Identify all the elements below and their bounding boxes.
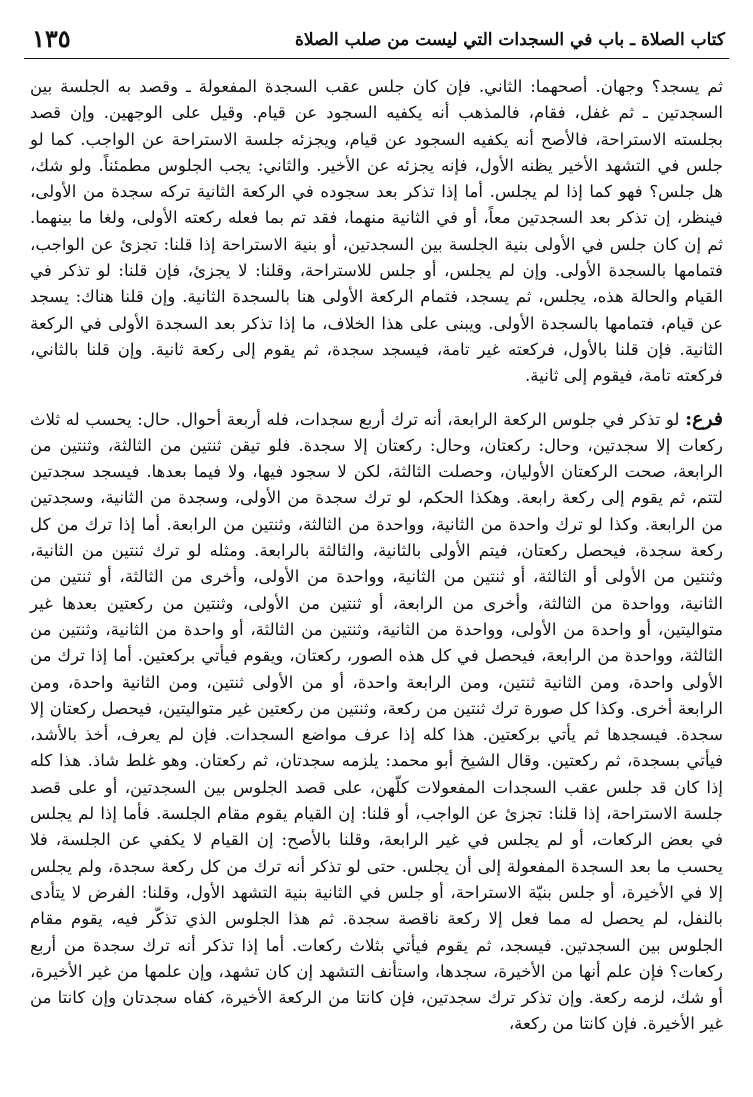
paragraph-2-text: لو تذكر في جلوس الركعة الرابعة، أنه ترك أربع سجدات، فله أربعة أحوال. حال: يحسب له ثلاث ركعات إلا سجدتين، وحال: ركعتان، وحال: ركعتان إلا سجدة. فلو تيقن ثنتين من الثالثة، وثنتين من الرابعة، صحت الركعتان الأوليان، وحصلت الثالثة، لكن لا سجود فيها، ولا فيما بعدها. فيسجد سجدتين لتتم، ثم يقوم إلى ركعة رابعة. وهكذا الحكم، لو ترك سجدة من الأولى، وسجدة من الثانية، وسجدتين من الرابعة. وكذا لو ترك واحدة من الثانية، وواحدة من الثالثة، وثنتين من الرابعة. أما إذا ترك من كل ركعة سجدة، فيحصل ركعتان، فيتم الأولى بالثانية، والثالثة بالرابعة. ومثله لو ترك ثنتين من الثانية، وثنتين من الأولى أو الثالثة، أو ثنتين من الثانية، وواحدة من الأولى، وأخرى من الثالثة، أو ثنتين من الثانية، وواحدة من الثالثة، وأخرى من الرابعة، أو ثنتين من الأولى، وثنتين من ركعتين بعدها غير متواليتين، أو واحدة من الأولى، وواحدة من الثانية، وثنتين من الثالثة، أو واحدة من الثانية، وثنتين من الثالثة، وواحدة من الرابعة، فيحصل في كل هذه الصور، ركعتان، ويقوم فيأتي بركعتين. أما إذا ترك من الأولى واحدة، ومن الثانية ثنتين، ومن الرابعة واحدة، أو من الأولى ثنتين، ومن الثانية واحدة، ومن الرابعة أخرى. وكذا كل صورة ترك ثنتين من ركعة، وثنتين من ركعتين غير متواليتين، فيحصل ركعتان إلا سجدة. فيسجدها ثم يأتي بركعتين. هذا كله إذا عرف مواضع السجدات. فإن لم يعرف، أخذ بالأشد، فيأتي بسجدة، ثم ركعتين. وقال الشيخ أبو محمد: يلزمه سجدتان، ثم ركعتان. وهو غلط شاذ. هذا كله إذا كان قد جلس عقب السجدات المفعولات كلّهن، على قصد الجلوس بين السجدتين، أو على قصد جلسة الاستراحة، إذا قلنا: تجزئ عن الواجب، أو قلنا: إن القيام يقوم مقام الجلسة. فأما إذا لم يجلس في بعض الركعات، أو لم يجلس في غير الرابعة، وقلنا بالأصح: إن القيام لا يكفي عن الجلسة، فلا يحسب ما بعد السجدة المفعولة إلى أن يجلس. حتى لو تذكر أنه ترك من كل ركعة سجدة، ولم يجلس إلا في الأخيرة، أو جلس بنيّة الاستراحة، أو جلس في الثانية بنية التشهد الأول، وقلنا: الفرض لا يتأدى بالنفل، لم يحصل له مما فعل إلا ركعة ناقصة سجدة. ثم هذا الجلوس الذي تذكّر فيه، يقوم مقام الجلوس بين السجدتين. فيسجد، ثم يقوم فيأتي بثلاث ركعات. أما إذا تذكر أنه ترك سجدة من أربع ركعات؟ فإن علم أنها من الأخيرة، سجدها، واستأنف التشهد إن كان تشهد، وإن علمها من غير الأخيرة، أو شك، لزمه ركعة. وإن تذكر ترك سجدتين، فإن كانتا من الركعة الأخيرة، كفاه سجدتان وإن كانتا من غير الأخيرة. فإن كانتا من ركعة، — [30, 409, 723, 1034]
paragraph-2 — [30, 406, 723, 1038]
paragraph-1: ثم يسجد؟ وجهان. أصحهما: الثاني. فإن كان جلس عقب السجدة المفعولة ـ وقصد به الجلسة بين السجدتين ـ ثم غفل، فقام، فالمذهب أنه يكفيه السجود عن قيام. وقيل على الوجهين. وإن قصد بجلسته الاستراحة، فالأصح أنه يكفيه السجود عن قيام، ويجزئه جلسة الاستراحة عن الواجب. كما لو جلس في التشهد الأخير يظنه الأول، فإنه يجزئه عن الأخير. والثاني: يجب الجلوس مطمئناً. ولو شك، هل جلس؟ فهو كما إذا لم يجلس. أما إذا تذكر بعد سجوده في الركعة الثانية تركه سجدة من الأولى، فينظر، إن تذكر بعد السجدتين معاً، أو في الثانية منهما، فقد تم بما فعله ركعته الأولى، ولغا ما بينهما. ثم إن كان جلس في الأولى بنية الجلسة بين السجدتين، أو بنية الاستراحة إذا قلنا: تجزئ عن الواجب، فتمامها بالسجدة الأولى. وإن لم يجلس، أو جلس للاستراحة، وقلنا: لا يجزئ، فإن قلنا: لو تذكر في القيام والحالة هذه، يجلس، ثم يسجد، فتمام الركعة الأولى هنا بالسجدة الثانية. وإن قلنا هناك: يسجد عن قيام، فتمامها بالسجدة الأولى. ويبنى على هذا الخلاف، ما إذا تذكر بعد السجدة الأولى في الركعة الثانية. فإن قلنا بالأول، فركعته غير تامة، فيسجد سجدة، ثم يقوم إلى ركعة ثانية. وإن قلنا بالثاني، فركعته تامة، فيقوم إلى ثانية. — [30, 77, 723, 386]
running-title: كتاب الصلاة ـ باب في السجدات التي ليست من صلب الصلاة — [294, 30, 725, 50]
far-label: فرع: — [685, 407, 723, 430]
body-text — [30, 74, 723, 1038]
page-header — [24, 24, 729, 59]
page-number: ١٣٥ — [32, 24, 71, 53]
